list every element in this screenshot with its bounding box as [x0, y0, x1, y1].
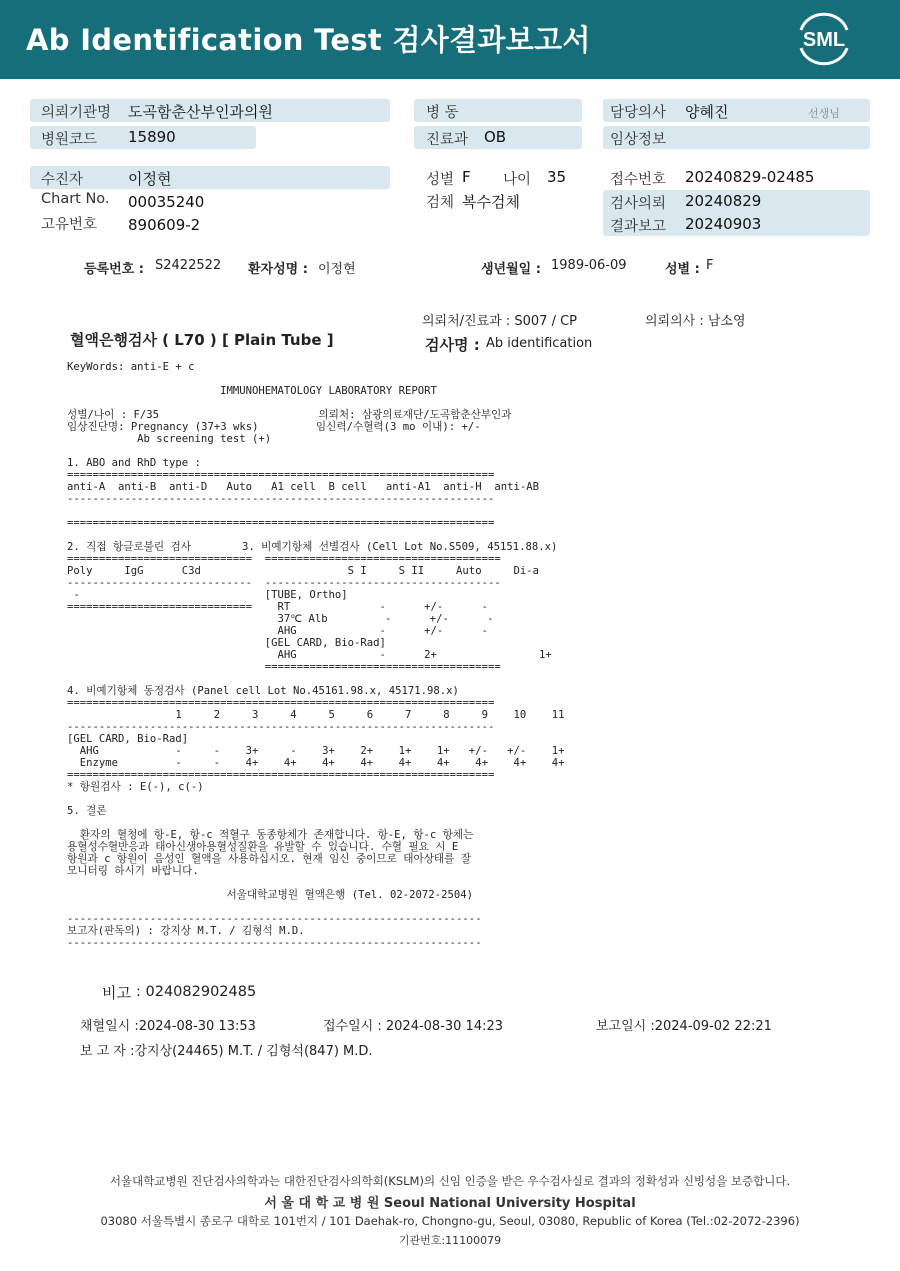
- report-line: 1 2 3 4 5 6 7 8 9 10 11: [67, 709, 565, 721]
- report-line: [67, 817, 587, 829]
- report-line: -----------------------------------------------------------------: [67, 937, 482, 949]
- report-line: ============================= RT - +/- -: [67, 601, 488, 613]
- svg-text:SML: SML: [802, 29, 846, 51]
- request-date-label: 검사의뢰: [610, 196, 667, 212]
- report-line: 성별/나이 : F/35 의뢰처: 삼광의료재단/도곡함춘산부인과: [67, 409, 512, 421]
- institution-value: 도곡함춘산부인과의원: [128, 103, 273, 121]
- unique-id-value: 890609-2: [128, 216, 201, 234]
- report-title: Ab Identification Test 검사결과보고서: [26, 23, 591, 57]
- ward-label: 병 동: [426, 105, 459, 121]
- report-line: Ab screening test (+): [67, 433, 272, 445]
- lab-report-body: [67, 361, 587, 949]
- report-line: 모니터링 하시기 바랍니다.: [67, 865, 199, 877]
- report-header: [0, 0, 900, 79]
- department-value: OB: [484, 128, 507, 146]
- report-line: [67, 901, 587, 913]
- report-line: [GEL CARD, Bio-Rad]: [67, 637, 386, 649]
- report-line: [67, 877, 587, 889]
- specimen-label: 검체: [426, 195, 455, 211]
- reg-no-value: S2422522: [155, 258, 222, 273]
- request-date-value: 20240829: [685, 192, 762, 210]
- remark-label: 비고: [102, 984, 131, 1002]
- doctor-suffix: 선생님: [808, 107, 840, 120]
- department-label: 진료과: [426, 132, 469, 148]
- specimen-value: 복수검체: [462, 193, 520, 211]
- report-line: ----------------------------- -------------------------------------: [67, 577, 501, 589]
- report-line: -----------------------------------------------------------------: [67, 913, 482, 925]
- report-date-label: 결과보고: [610, 219, 667, 235]
- certification-statement: 서울대학교병원 진단검사의학과는 대한진단검사의학회(KSLM)의 신임 인증을 받은 우수검사실로 결과의 정확성과 신빙성을 보증합니다.: [109, 1174, 791, 1188]
- chart-no-label: Chart No.: [41, 191, 110, 207]
- institution-number: 기관번호:11100079: [398, 1234, 502, 1247]
- report-line: Poly IgG C3d S I S II Auto Di-a: [67, 565, 539, 577]
- hospital-code-label: 병원코드: [41, 132, 98, 148]
- report-line: [67, 445, 587, 457]
- age-value: 35: [547, 168, 567, 186]
- report-line: ===================================================================: [67, 697, 495, 709]
- report-date-value: 20240903: [685, 215, 762, 233]
- dob-label: 생년월일 :: [481, 262, 541, 277]
- report-line: 서울대학교병원 혈액은행 (Tel. 02-2072-2504): [67, 889, 473, 901]
- hospital-name-en: Seoul National University Hospital: [383, 1196, 636, 1211]
- report-line: anti-A anti-B anti-D Auto A1 cell B cell anti-A1 anti-H anti-AB: [67, 481, 539, 493]
- request-department: 의뢰처/진료과 : S007 / CP: [422, 314, 577, 329]
- report-line: ===================================================================: [67, 469, 495, 481]
- hospital-address: 03080 서울특별시 종로구 대학로 101번지 / 101 Daehak-ro, Chongno-gu, Seoul, 03080, Republic of Korea (Tel.:02-2072-2396): [100, 1214, 800, 1228]
- patient-name-label: 환자성명 :: [248, 262, 308, 277]
- report-line: -------------------------------------------------------------------: [67, 493, 495, 505]
- report-line: ===================================================================: [67, 769, 495, 781]
- report-line: AHG - +/- -: [67, 625, 488, 637]
- doctor-value: 양혜진: [685, 103, 729, 121]
- sex-label: 성별: [426, 172, 455, 188]
- unique-id-label: 고유번호: [41, 217, 98, 233]
- report-line: AHG - - 3+ - 3+ 2+ 1+ 1+ +/- +/- 1+: [67, 745, 565, 757]
- report-line: 항원과 c 항원이 음성인 혈액을 사용하십시오. 현재 임신 중이므로 태아상태를 잘: [67, 853, 472, 865]
- report-line: 1. ABO and RhD type :: [67, 457, 201, 469]
- reporter: 보 고 자 :강지상(24465) M.T. / 김형석(847) M.D.: [80, 1044, 373, 1059]
- hospital-code-value: 15890: [128, 128, 176, 146]
- report-line: [GEL CARD, Bio-Rad]: [67, 733, 189, 745]
- sml-logo: [793, 10, 855, 66]
- patient-label: 수진자: [41, 172, 84, 188]
- report-line: 환자의 혈청에 항-E, 항-c 적혈구 동종항체가 존재합니다. 항-E, 항-c 항체는: [67, 829, 474, 841]
- doctor-label: 담당의사: [610, 105, 667, 121]
- report-line: =====================================: [67, 661, 501, 673]
- report-line: [67, 397, 587, 409]
- patient-name-value: 이정현: [318, 262, 356, 277]
- test-name-label: 검사명 :: [425, 336, 480, 354]
- report-line: 임상진단명: Pregnancy (37+3 wks) 임신력/수혈력(3 mo 이내): +/-: [67, 421, 481, 433]
- report-line: ============================= =====================================: [67, 553, 501, 565]
- report-line: IMMUNOHEMATOLOGY LABORATORY REPORT: [67, 385, 437, 397]
- blood-bank-title: 혈액은행검사 ( L70 ) [ Plain Tube ]: [70, 331, 334, 349]
- report-line: [67, 793, 587, 805]
- report-line: [67, 373, 587, 385]
- report-line: 4. 비예기항체 동정검사 (Panel cell Lot No.45161.98.x, 45171.98.x): [67, 685, 459, 697]
- report-line: -------------------------------------------------------------------: [67, 721, 495, 733]
- report-line: 37℃ Alb - +/- -: [67, 613, 494, 625]
- dob-value: 1989-06-09: [551, 258, 627, 273]
- test-name-value: Ab identification: [486, 336, 593, 351]
- age-label: 나이: [503, 172, 532, 188]
- patient-value: 이정현: [128, 170, 172, 188]
- receipt-no-value: 20240829-02485: [685, 168, 815, 186]
- chart-no-value: 00035240: [128, 193, 205, 211]
- remark-value: : 024082902485: [136, 984, 257, 1000]
- report-line: 2. 직접 항글로불린 검사 3. 비예기항체 선별검사 (Cell Lot No.S509, 45151.88.x): [67, 541, 558, 553]
- report-line: KeyWords: anti-E + c: [67, 361, 195, 373]
- report-line: Enzyme - - 4+ 4+ 4+ 4+ 4+ 4+ 4+ 4+ 4+: [67, 757, 565, 769]
- reg-no-label: 등록번호 :: [84, 262, 144, 277]
- collection-datetime: 채혈일시 :2024-08-30 13:53: [80, 1019, 256, 1034]
- report-line: AHG - 2+ 1+: [67, 649, 552, 661]
- report-line: [67, 505, 587, 517]
- hospital-name: [0, 1192, 900, 1211]
- reg-sex-label: 성별 :: [665, 262, 700, 277]
- institution-label: 의뢰기관명: [41, 105, 112, 121]
- report-line: * 항원검사 : E(-), c(-): [67, 781, 204, 793]
- receipt-no-label: 접수번호: [610, 172, 667, 188]
- reg-sex-value: F: [706, 258, 714, 273]
- clinical-info-label: 임상정보: [610, 132, 667, 148]
- receipt-datetime: 접수일시 : 2024-08-30 14:23: [323, 1019, 504, 1034]
- sex-value: F: [462, 168, 471, 186]
- report-line: - [TUBE, Ortho]: [67, 589, 348, 601]
- report-datetime: 보고일시 :2024-09-02 22:21: [596, 1019, 772, 1034]
- report-line: [67, 673, 587, 685]
- report-line: 보고자(판독의) : 강지상 M.T. / 김형석 M.D.: [67, 925, 305, 937]
- patient-row: [30, 166, 390, 189]
- request-doctor: 의뢰의사 : 남소영: [645, 314, 746, 329]
- hospital-name-ko: 서 울 대 학 교 병 원: [264, 1196, 380, 1211]
- report-line: 5. 결론: [67, 805, 107, 817]
- report-line: [67, 529, 587, 541]
- report-line: 용혈성수혈반응과 태아신생아용혈성질환을 유발할 수 있습니다. 수혈 필요 시 E: [67, 841, 459, 853]
- report-line: ===================================================================: [67, 517, 495, 529]
